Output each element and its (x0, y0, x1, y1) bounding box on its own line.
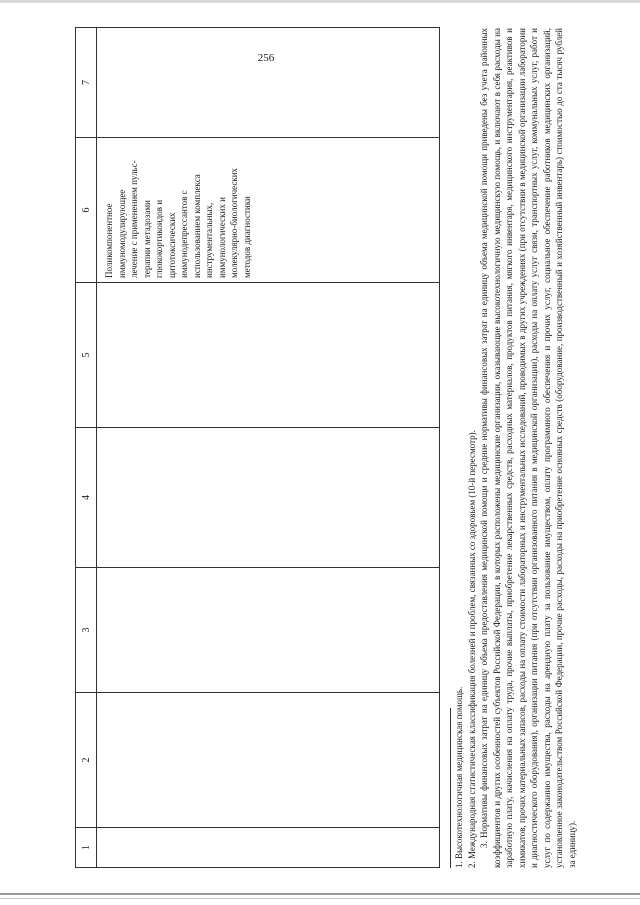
treatment-line: глюкокортикоидов и (154, 199, 164, 278)
table-row (97, 27, 440, 867)
treatment-line: цитотоксических (166, 211, 177, 278)
column-number-3: 3 (76, 567, 97, 692)
treatment-line: терапии метадозами (141, 199, 152, 278)
column-number-row (76, 27, 97, 867)
rotated-document-sheet (50, 23, 590, 883)
column-number-2: 2 (76, 692, 97, 827)
column-number-4: 4 (76, 427, 97, 567)
column-number-7: 7 (76, 27, 97, 137)
treatment-line: иммунологических и (216, 196, 227, 278)
footnote-1: 1. Высокотехнологичная медицинская помощь. (454, 686, 464, 868)
footnote-2: 2. Международная статистическая классификация болезней и проблем, связанных со здоровьем (10-й пересмотр). (466, 429, 477, 868)
table-cell-col5 (97, 282, 440, 427)
treatment-line: инструментальных, (204, 202, 214, 278)
column-number-5: 5 (76, 282, 97, 427)
treatment-line: иммунодепрессантов с (179, 189, 189, 278)
column-number-6: 6 (76, 137, 97, 282)
scan-edge-top (0, 0, 640, 3)
treatment-line: методов диагностики (241, 195, 252, 278)
footnote-3: 3. Нормативы финансовых затрат на единицу объема предоставления медицинской помощи и средние нормативы финансовых затрат на единицу объема медицинской помощи приведены без учета районных коэффициентов и других особенностей субъектов Российской Федерации, в которых расположены медицинские организации, оказывающие высокотехнологичную медицинскую помощь, и включают в себя расходы на заработную плату, начисления на оплату труда, прочие выплаты, приобретение лекарственных средств, расходных материалов, продуктов питания, мягкого инвентаря, медицинского инструментария, реактивов и химикатов, прочих материальных запасов, расходы на оплату стоимости лабораторных и инструментальных исследований, проводимых в других учреждениях (при отсутствии в медицинской организации лаборатории и диагностического оборудования), организации питания (при отсутствии организованного питания в медицинской организации), расходы на оплату услуг связи, транспортных услуг, коммунальных услуг, работ и услуг по содержанию имущества, расходы на арендную плату за пользование имуществом, оплату программного обеспечения и прочих услуг, социальное обеспечение работников медицинских организаций, установленное законодательством Российской Федерации, прочие расходы, расходы на приобретение основных средств (оборудование, производственный и хозяйственный инвентарь) стоимостью до ста тысяч рублей за единицу). (479, 27, 577, 868)
scan-edge-bottom (0, 893, 640, 895)
treatment-line: использованием комплекса (191, 173, 202, 278)
table-cell-col2 (97, 692, 440, 827)
page-number: 256 (257, 51, 275, 64)
treatment-line: Поликомпонентное (104, 203, 114, 278)
table-cell-treatment-method (97, 137, 440, 282)
column-number-1: 1 (76, 827, 97, 867)
treatment-line: лечение с применением пульс- (129, 159, 139, 278)
table-cell-col4 (97, 427, 440, 567)
treatment-line: молекулярно-биологических (229, 167, 239, 278)
table-cell-col7 (97, 27, 440, 137)
table-cell-col3 (97, 567, 440, 692)
treatment-line: иммуномодулирующее (116, 189, 127, 278)
footnotes (450, 28, 578, 868)
services-table-continuation (75, 27, 440, 868)
scan-edge-bottom-secondary (0, 898, 640, 899)
footnote-divider (450, 708, 451, 868)
table-cell-col1 (97, 827, 440, 867)
